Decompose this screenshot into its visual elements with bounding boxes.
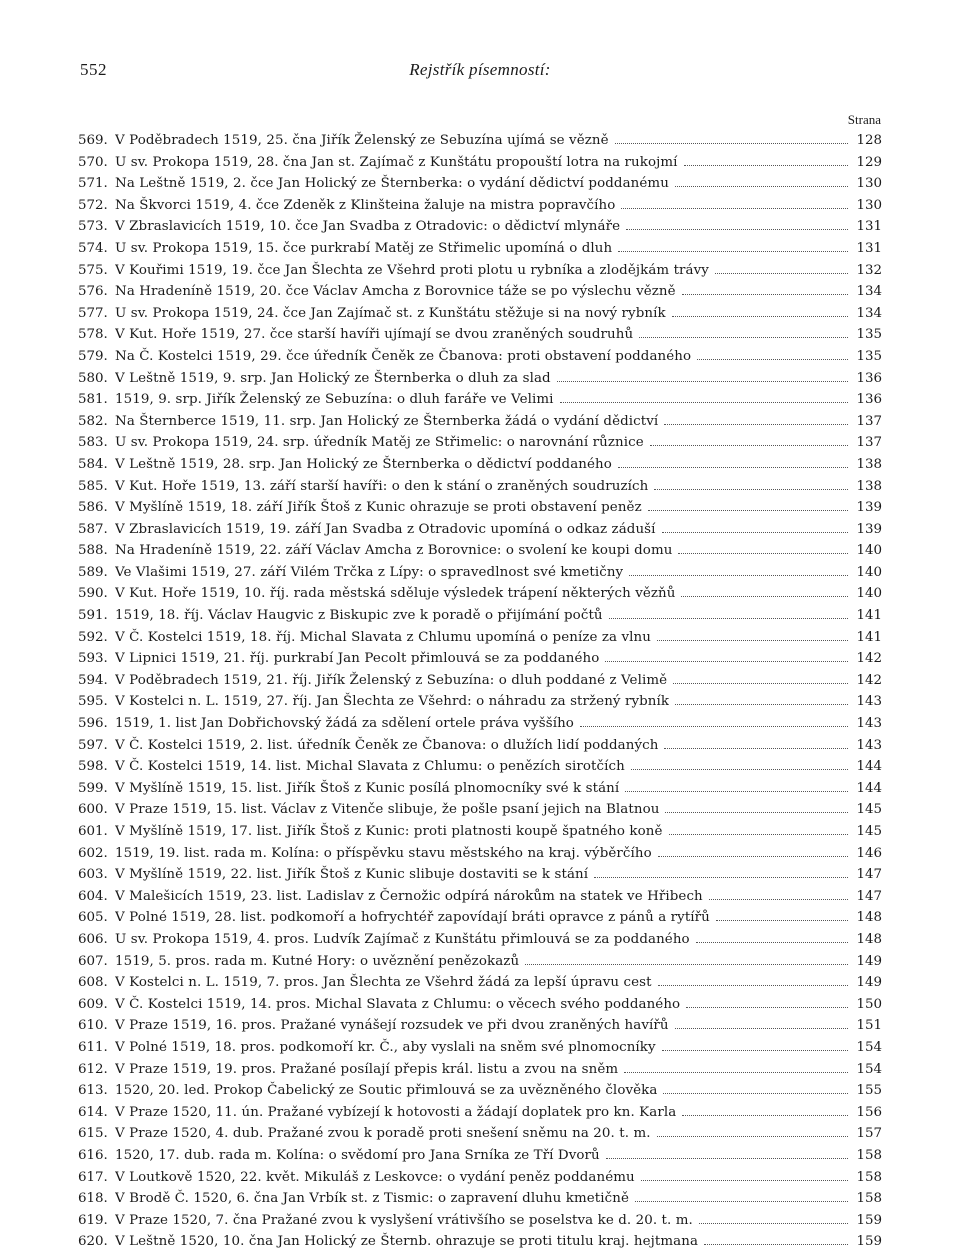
entry-description: V Zbraslavicích 1519, 19. září Jan Svadba z Otradovic upomíná o odkaz záduší bbox=[115, 521, 656, 537]
entry-description: Na Č. Kostelci 1519, 29. čce úředník Čeněk ze Čbanova: proti obstavení poddaného bbox=[115, 348, 692, 364]
entry-number: 574. bbox=[78, 240, 108, 256]
dot-leader bbox=[704, 1243, 848, 1245]
dot-leader bbox=[609, 617, 848, 619]
page-title: Rejstřík písemností: bbox=[409, 60, 551, 79]
entry-number: 592. bbox=[78, 629, 108, 645]
list-item bbox=[78, 1123, 882, 1145]
page-number: 552 bbox=[80, 60, 107, 79]
entry-number: 608. bbox=[78, 975, 108, 991]
entry-description: Na Šternberce 1519, 11. srp. Jan Holický ze Šternberka žádá o vydání dědictví bbox=[115, 413, 659, 429]
entry-page-number: 144 bbox=[856, 759, 882, 775]
list-item bbox=[78, 691, 882, 713]
entry-page-number: 129 bbox=[856, 154, 882, 170]
entry-number: 584. bbox=[78, 456, 108, 472]
entry-description: V Brodě Č. 1520, 6. čna Jan Vrbík st. z Tismic: o zapravení dluhu kmetičně bbox=[115, 1191, 629, 1207]
entry-page-number: 137 bbox=[856, 413, 882, 429]
dot-leader bbox=[665, 811, 848, 813]
entry-description: V Praze 1519, 16. pros. Pražané vynášejí rozsudek ve při dvou zraněných havířů bbox=[115, 1018, 669, 1034]
entry-page-number: 145 bbox=[856, 824, 882, 839]
entry-description: V Praze 1520, 4. dub. Pražané zvou k poradě proti snešení sněmu na 20. t. m. bbox=[115, 1126, 651, 1142]
list-item bbox=[78, 864, 882, 886]
list-item bbox=[78, 886, 882, 908]
dot-leader bbox=[657, 639, 848, 641]
entry-page-number: 149 bbox=[856, 975, 882, 991]
dot-leader bbox=[525, 963, 848, 965]
list-item bbox=[78, 346, 882, 368]
entry-description: U sv. Prokopa 1519, 24. čce Jan Zajímač st. z Kunštátu stěžuje si na nový rybník bbox=[115, 305, 666, 321]
entry-page-number: 147 bbox=[856, 888, 882, 904]
list-item bbox=[78, 951, 882, 973]
entry-page-number: 130 bbox=[856, 176, 882, 192]
list-item bbox=[78, 1080, 882, 1102]
list-item bbox=[78, 238, 882, 260]
entry-page-number: 131 bbox=[856, 240, 882, 256]
entry-page-number: 144 bbox=[856, 780, 882, 796]
list-item bbox=[78, 821, 882, 843]
entry-page-number: 140 bbox=[856, 586, 882, 602]
entry-number: 604. bbox=[78, 888, 108, 904]
entry-number: 614. bbox=[78, 1104, 108, 1120]
entry-page-number: 136 bbox=[856, 370, 882, 386]
list-item bbox=[78, 260, 882, 282]
list-item bbox=[78, 476, 882, 498]
list-item bbox=[78, 1167, 882, 1189]
list-item bbox=[78, 1231, 882, 1253]
list-item bbox=[78, 605, 882, 627]
entry-description: V Kut. Hoře 1519, 13. září starší havíři: o den k stání o zraněných soudruzích bbox=[115, 478, 649, 494]
dot-leader bbox=[678, 552, 848, 554]
list-item bbox=[78, 670, 882, 692]
entry-page-number: 141 bbox=[856, 608, 882, 624]
dot-leader bbox=[625, 790, 848, 792]
entry-description: 1519, 19. list. rada m. Kolína: o příspěvku stavu městského na kraj. výběrčího bbox=[115, 845, 652, 861]
entry-page-number: 135 bbox=[856, 327, 882, 343]
dot-leader bbox=[639, 336, 848, 338]
list-item bbox=[78, 907, 882, 929]
entry-description: U sv. Prokopa 1519, 28. čna Jan st. Zajímač z Kunštátu propouští lotra na rukojmí bbox=[115, 154, 678, 170]
entry-number: 611. bbox=[78, 1039, 108, 1055]
entry-number: 603. bbox=[78, 867, 108, 883]
list-item bbox=[78, 843, 882, 865]
entry-description: Na Hradeníně 1519, 20. čce Václav Amcha z Borovnice táže se po výslechu vězně bbox=[115, 284, 676, 300]
entry-page-number: 143 bbox=[856, 737, 882, 753]
entry-number: 601. bbox=[78, 824, 108, 839]
entry-description: Ve Vlašimi 1519, 27. září Vilém Trčka z Lípy: o spravedlnost své kmetičny bbox=[115, 564, 624, 580]
entry-description: V Malešicích 1519, 23. list. Ladislav z Černožic odpírá nárokům na statek ve Hřibech bbox=[115, 888, 703, 904]
entry-number: 587. bbox=[78, 521, 108, 537]
dot-leader bbox=[641, 1179, 848, 1181]
list-item bbox=[78, 130, 882, 152]
list-item bbox=[78, 519, 882, 541]
entry-page-number: 131 bbox=[856, 219, 882, 235]
list-item bbox=[78, 540, 882, 562]
entry-page-number: 151 bbox=[856, 1018, 882, 1034]
entry-page-number: 140 bbox=[856, 543, 882, 559]
list-item bbox=[78, 1188, 882, 1210]
entry-description: 1520, 20. led. Prokop Čabelický ze Soutic přimlouvá se za uvězněného člověka bbox=[115, 1083, 658, 1099]
dot-leader bbox=[675, 1027, 848, 1029]
list-item bbox=[78, 713, 882, 735]
entry-number: 578. bbox=[78, 327, 108, 343]
dot-leader bbox=[686, 1006, 848, 1008]
entry-description: U sv. Prokopa 1519, 15. čce purkrabí Matěj ze Střimelic upomíná o dluh bbox=[115, 240, 613, 256]
list-item bbox=[78, 216, 882, 238]
list-item bbox=[78, 1102, 882, 1124]
entry-description: V Č. Kostelci 1519, 14. list. Michal Slavata z Chlumu: o penězích sirotčích bbox=[115, 759, 625, 775]
entry-page-number: 154 bbox=[856, 1061, 882, 1077]
entry-page-number: 143 bbox=[856, 716, 882, 732]
dot-leader bbox=[682, 293, 848, 295]
dot-leader bbox=[618, 466, 848, 468]
dot-leader bbox=[696, 941, 848, 943]
entry-number: 572. bbox=[78, 197, 108, 213]
dot-leader bbox=[673, 682, 848, 684]
entry-number: 573. bbox=[78, 219, 108, 235]
dot-leader bbox=[631, 768, 848, 770]
running-head bbox=[80, 60, 880, 84]
entry-description: V Poděbradech 1519, 25. čna Jiřík Želenský ze Sebuzína ujímá se vězně bbox=[115, 133, 609, 148]
entry-page-number: 145 bbox=[856, 802, 882, 818]
entry-page-number: 158 bbox=[856, 1169, 882, 1185]
entry-description: 1519, 5. pros. rada m. Kutné Hory: o uvěznění penězokazů bbox=[115, 953, 520, 969]
list-item bbox=[78, 972, 882, 994]
dot-leader bbox=[662, 1049, 848, 1051]
list-item bbox=[78, 648, 882, 670]
list-item bbox=[78, 411, 882, 433]
entry-page-number: 140 bbox=[856, 564, 882, 580]
list-item bbox=[78, 627, 882, 649]
entry-number: 576. bbox=[78, 284, 108, 300]
entry-description: U sv. Prokopa 1519, 4. pros. Ludvík Zajímač z Kunštátu přimlouvá se za poddaného bbox=[115, 931, 690, 947]
entry-description: V Praze 1519, 15. list. Václav z Vitenče slibuje, že pošle psaní jejich na Blatnou bbox=[115, 802, 660, 818]
entry-number: 583. bbox=[78, 435, 108, 451]
entry-page-number: 138 bbox=[856, 478, 882, 494]
dot-leader bbox=[624, 1071, 848, 1073]
entry-description: V Polné 1519, 28. list. podkomoří a hofrychtéř zapovídají bráti opravce z pánů a rytířů bbox=[115, 910, 710, 926]
dot-leader bbox=[684, 164, 848, 166]
list-item bbox=[78, 1145, 882, 1167]
list-item bbox=[78, 303, 882, 325]
entry-description: V Kostelci n. L. 1519, 27. říj. Jan Šlechta ze Všehrd: o náhradu za stržený rybník bbox=[115, 694, 670, 710]
list-item bbox=[78, 281, 882, 303]
entry-number: 617. bbox=[78, 1169, 108, 1185]
entry-description: V Zbraslavicích 1519, 10. čce Jan Svadba z Otradovic: o dědictví mlynáře bbox=[115, 219, 621, 235]
entry-number: 577. bbox=[78, 305, 108, 321]
dot-leader bbox=[682, 1114, 848, 1116]
dot-leader bbox=[557, 380, 848, 382]
dot-leader bbox=[664, 423, 848, 425]
entry-description: V Kut. Hoře 1519, 10. říj. rada městská sděluje výsledek trápení některých vězňů bbox=[115, 586, 676, 602]
dot-leader bbox=[615, 142, 848, 144]
entry-description: V Praze 1519, 19. pros. Pražané posílají přepis král. listu a zvou na sněm bbox=[115, 1061, 619, 1077]
page-column-label: Strana bbox=[847, 112, 881, 127]
entry-page-number: 146 bbox=[856, 845, 882, 861]
entry-number: 570. bbox=[78, 154, 108, 170]
list-item bbox=[78, 368, 882, 390]
dot-leader bbox=[715, 272, 848, 274]
entry-description: V Myšlíně 1519, 18. září Jiřík Štoš z Kunic ohrazuje se proti obstavení peněz bbox=[115, 500, 642, 516]
entry-description: Na Škvorci 1519, 4. čce Zdeněk z Klinšteina žaluje na mistra popravčího bbox=[115, 197, 616, 213]
entry-description: 1520, 17. dub. rada m. Kolína: o svědomí pro Jana Srníka ze Tří Dvorů bbox=[115, 1147, 600, 1163]
dot-leader bbox=[654, 488, 848, 490]
entry-number: 612. bbox=[78, 1061, 108, 1077]
dot-leader bbox=[663, 1092, 848, 1094]
dot-leader bbox=[594, 876, 848, 878]
entry-number: 607. bbox=[78, 953, 108, 969]
entry-description: V Lipnici 1519, 21. říj. purkrabí Jan Pecolt přimlouvá se za poddaného bbox=[115, 651, 600, 667]
entry-description: V Č. Kostelci 1519, 14. pros. Michal Slavata z Chlumu: o věcech svého poddaného bbox=[115, 996, 681, 1012]
list-item bbox=[78, 583, 882, 605]
dot-leader bbox=[697, 358, 848, 360]
entry-number: 593. bbox=[78, 651, 108, 667]
entry-page-number: 155 bbox=[856, 1083, 882, 1099]
entry-number: 599. bbox=[78, 780, 108, 796]
entry-number: 586. bbox=[78, 500, 108, 516]
entry-page-number: 139 bbox=[856, 521, 882, 537]
entry-page-number: 158 bbox=[856, 1147, 882, 1163]
entry-number: 600. bbox=[78, 802, 108, 818]
entry-number: 582. bbox=[78, 413, 108, 429]
entry-description: 1519, 18. říj. Václav Haugvic z Biskupic zve k poradě o přijímání počtů bbox=[115, 608, 603, 624]
entry-description: V Polné 1519, 18. pros. podkomoří kr. Č., aby vyslali na sněm své plnomocníky bbox=[115, 1039, 656, 1055]
entry-number: 588. bbox=[78, 543, 108, 559]
entry-description: 1519, 9. srp. Jiřík Želenský ze Sebuzína: o dluh faráře ve Velimi bbox=[115, 392, 554, 408]
entry-page-number: 159 bbox=[856, 1212, 882, 1228]
entry-page-number: 148 bbox=[856, 931, 882, 947]
entry-page-number: 158 bbox=[856, 1191, 882, 1207]
entry-description: V Kut. Hoře 1519, 27. čce starší havíři ujímají se dvou zraněných soudruhů bbox=[115, 327, 634, 343]
entry-page-number: 149 bbox=[856, 953, 882, 969]
dot-leader bbox=[657, 1135, 848, 1137]
entry-description: Na Leštně 1519, 2. čce Jan Holický ze Šternberka: o vydání dědictví poddanému bbox=[115, 176, 669, 192]
entry-number: 571. bbox=[78, 176, 108, 192]
entry-page-number: 128 bbox=[856, 133, 882, 148]
entry-description: V Kouřimi 1519, 19. čce Jan Šlechta ze Všehrd proti plotu u rybníka a zlodějkám trávy bbox=[115, 262, 709, 278]
entry-page-number: 156 bbox=[856, 1104, 882, 1120]
list-item bbox=[78, 994, 882, 1016]
list-item bbox=[78, 735, 882, 757]
entry-number: 575. bbox=[78, 262, 108, 278]
list-item bbox=[78, 152, 882, 174]
list-item bbox=[78, 929, 882, 951]
entry-page-number: 139 bbox=[856, 500, 882, 516]
entry-description: V Leštně 1519, 9. srp. Jan Holický ze Šternberka o dluh za slad bbox=[115, 370, 551, 386]
entry-description: V Č. Kostelci 1519, 2. list. úředník Čeněk ze Čbanova: o dlužích lidí poddaných bbox=[115, 737, 659, 753]
entry-number: 585. bbox=[78, 478, 108, 494]
dot-leader bbox=[605, 660, 848, 662]
dot-leader bbox=[669, 833, 848, 835]
list-item bbox=[78, 432, 882, 454]
dot-leader bbox=[606, 1157, 848, 1159]
dot-leader bbox=[626, 228, 848, 230]
entry-number: 580. bbox=[78, 370, 108, 386]
dot-leader bbox=[672, 315, 848, 317]
entry-page-number: 134 bbox=[856, 305, 882, 321]
dot-leader bbox=[635, 1200, 848, 1202]
list-item bbox=[78, 1015, 882, 1037]
dot-leader bbox=[648, 509, 848, 511]
dot-leader bbox=[681, 595, 848, 597]
list-item bbox=[78, 756, 882, 778]
entry-page-number: 159 bbox=[856, 1234, 882, 1250]
entry-number: 591. bbox=[78, 608, 108, 624]
entry-description: V Poděbradech 1519, 21. říj. Jiřík Želenský z Sebuzína: o dluh poddané z Velimě bbox=[115, 672, 668, 688]
list-item bbox=[78, 799, 882, 821]
entry-number: 613. bbox=[78, 1083, 108, 1099]
entry-number: 597. bbox=[78, 737, 108, 753]
entry-number: 581. bbox=[78, 392, 108, 408]
entry-number: 620. bbox=[78, 1234, 108, 1250]
entry-page-number: 143 bbox=[856, 694, 882, 710]
entry-description: 1519, 1. list Jan Dobřichovský žádá za sdělení ortele práva vyššího bbox=[115, 716, 574, 732]
entry-number: 609. bbox=[78, 996, 108, 1012]
entry-description: V Kostelci n. L. 1519, 7. pros. Jan Šlechta ze Všehrd žádá za lepší úpravu cest bbox=[115, 975, 652, 991]
dot-leader bbox=[629, 574, 848, 576]
entry-page-number: 150 bbox=[856, 996, 882, 1012]
entry-page-number: 134 bbox=[856, 284, 882, 300]
entry-number: 615. bbox=[78, 1126, 108, 1142]
dot-leader bbox=[664, 747, 848, 749]
entry-number: 602. bbox=[78, 845, 108, 861]
entry-number: 606. bbox=[78, 931, 108, 947]
entry-page-number: 142 bbox=[856, 672, 882, 688]
entry-page-number: 138 bbox=[856, 456, 882, 472]
entry-number: 569. bbox=[78, 133, 108, 148]
list-item bbox=[78, 1210, 882, 1232]
dot-leader bbox=[662, 531, 848, 533]
document-entry-list bbox=[78, 130, 882, 1253]
entry-page-number: 154 bbox=[856, 1039, 882, 1055]
dot-leader bbox=[560, 401, 848, 403]
list-item bbox=[78, 324, 882, 346]
list-item bbox=[78, 195, 882, 217]
entry-number: 595. bbox=[78, 694, 108, 710]
dot-leader bbox=[618, 250, 848, 252]
dot-leader bbox=[658, 855, 848, 857]
entry-number: 616. bbox=[78, 1147, 108, 1163]
dot-leader bbox=[650, 444, 848, 446]
dot-leader bbox=[716, 919, 848, 921]
dot-leader bbox=[675, 703, 848, 705]
entry-number: 619. bbox=[78, 1212, 108, 1228]
list-item bbox=[78, 173, 882, 195]
dot-leader bbox=[675, 185, 848, 187]
entry-description: V Leštně 1519, 28. srp. Jan Holický ze Šternberka o dědictví poddaného bbox=[115, 456, 612, 472]
entry-page-number: 142 bbox=[856, 651, 882, 667]
entry-page-number: 136 bbox=[856, 392, 882, 408]
list-item bbox=[78, 454, 882, 476]
dot-leader bbox=[709, 898, 848, 900]
dot-leader bbox=[699, 1222, 848, 1224]
entry-page-number: 135 bbox=[856, 348, 882, 364]
list-item bbox=[78, 1037, 882, 1059]
entry-description: V Loutkově 1520, 22. květ. Mikuláš z Leskovce: o vydání peněz poddanému bbox=[115, 1169, 635, 1185]
entry-description: V Praze 1520, 7. čna Pražané zvou k vyslyšení vrátivšího se poselstva ke d. 20. t. m. bbox=[115, 1212, 693, 1228]
list-item bbox=[78, 389, 882, 411]
entry-description: V Myšlíně 1519, 22. list. Jiřík Štoš z Kunic slibuje dostaviti se k stání bbox=[115, 867, 589, 883]
entry-page-number: 147 bbox=[856, 867, 882, 883]
entry-number: 596. bbox=[78, 716, 108, 732]
entry-number: 610. bbox=[78, 1018, 108, 1034]
entry-number: 618. bbox=[78, 1191, 108, 1207]
entry-page-number: 148 bbox=[856, 910, 882, 926]
entry-number: 590. bbox=[78, 586, 108, 602]
dot-leader bbox=[658, 984, 848, 986]
list-item bbox=[78, 778, 882, 800]
entry-number: 605. bbox=[78, 910, 108, 926]
entry-page-number: 157 bbox=[856, 1126, 882, 1142]
dot-leader bbox=[580, 725, 848, 727]
entry-page-number: 132 bbox=[856, 262, 882, 278]
entry-description: Na Hradeníně 1519, 22. září Václav Amcha z Borovnice: o svolení ke koupi domu bbox=[115, 543, 673, 559]
entry-number: 579. bbox=[78, 348, 108, 364]
entry-description: V Č. Kostelci 1519, 18. říj. Michal Slavata z Chlumu upomíná o peníze za vlnu bbox=[115, 629, 651, 645]
entry-page-number: 137 bbox=[856, 435, 882, 451]
entry-page-number: 130 bbox=[856, 197, 882, 213]
entry-description: U sv. Prokopa 1519, 24. srp. úředník Matěj ze Střimelic: o narovnání různice bbox=[115, 435, 644, 451]
entry-page-number: 141 bbox=[856, 629, 882, 645]
entry-number: 589. bbox=[78, 564, 108, 580]
list-item bbox=[78, 497, 882, 519]
list-item bbox=[78, 562, 882, 584]
entry-number: 594. bbox=[78, 672, 108, 688]
entry-number: 598. bbox=[78, 759, 108, 775]
list-item bbox=[78, 1059, 882, 1081]
entry-description: V Leštně 1520, 10. čna Jan Holický ze Šternb. ohrazuje se proti titulu kraj. hejtmana bbox=[115, 1234, 699, 1250]
entry-description: V Myšlíně 1519, 15. list. Jiřík Štoš z Kunic posílá plnomocníky své k stání bbox=[115, 780, 620, 796]
entry-description: V Praze 1520, 11. ún. Pražané vybízejí k hotovosti a žádají doplatek pro kn. Karla bbox=[115, 1104, 677, 1120]
dot-leader bbox=[621, 207, 848, 209]
entry-description: V Myšlíně 1519, 17. list. Jiřík Štoš z Kunic: proti platnosti koupě špatného koně bbox=[115, 824, 663, 839]
